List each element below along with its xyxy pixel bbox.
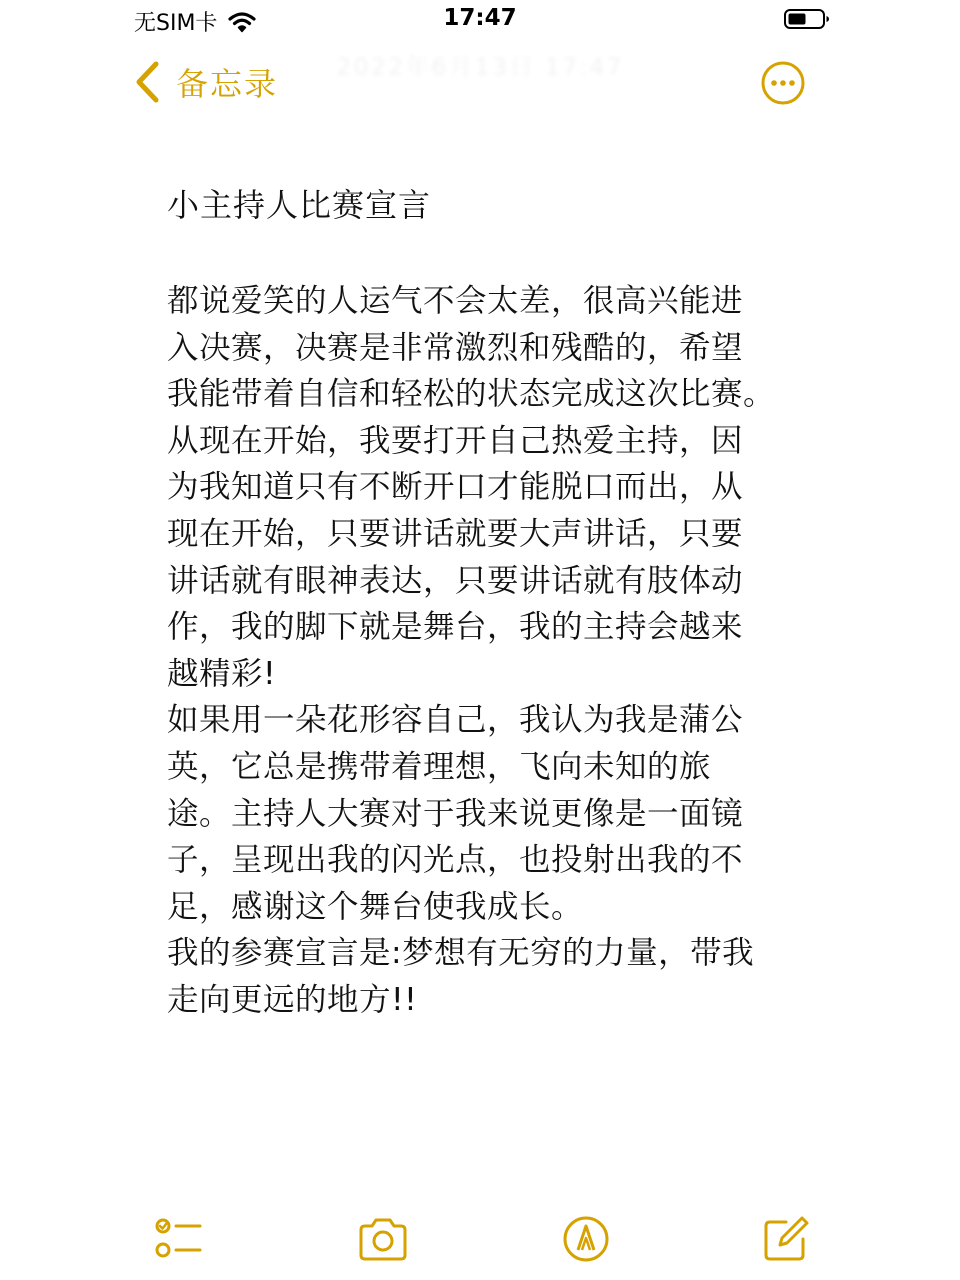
back-button[interactable] xyxy=(132,55,278,109)
note-line[interactable]: 足，感谢这个舞台使我成长。 xyxy=(167,888,584,925)
compose-icon xyxy=(760,1213,812,1265)
battery-icon xyxy=(784,9,830,29)
markup-pen-icon xyxy=(560,1213,612,1265)
note-line[interactable]: 走向更远的地方!! xyxy=(167,981,418,1018)
compose-button[interactable] xyxy=(760,1213,812,1265)
note-title[interactable]: 小主持人比赛宣言 xyxy=(167,186,432,224)
note-line[interactable]: 英，它总是携带着理想，飞向未知的旅 xyxy=(167,748,712,785)
bottom-toolbar xyxy=(0,1205,960,1275)
more-button[interactable] xyxy=(760,60,806,106)
more-icon xyxy=(760,60,806,106)
checklist-button[interactable] xyxy=(152,1213,204,1265)
camera-icon xyxy=(357,1213,409,1265)
checklist-icon xyxy=(152,1213,204,1265)
nav-bar xyxy=(0,45,960,120)
blank-line xyxy=(167,230,807,278)
note-line[interactable]: 途。主持人大赛对于我来说更像是一面镜 xyxy=(167,795,744,832)
note-line[interactable]: 越精彩! xyxy=(167,655,277,692)
camera-button[interactable] xyxy=(357,1213,409,1265)
note-line[interactable]: 都说爱笑的人运气不会太差，很高兴能进 xyxy=(167,283,744,319)
chevron-left-icon xyxy=(132,59,162,105)
note-line[interactable]: 现在开始，只要讲话就要大声讲话，只要 xyxy=(167,515,744,552)
markup-button[interactable] xyxy=(560,1213,612,1265)
note-line[interactable]: 我的参赛宣言是:梦想有无穷的力量，带我 xyxy=(167,935,755,972)
note-line[interactable]: 如果用一朵花形容自己，我认为我是蒲公 xyxy=(167,702,744,739)
status-bar xyxy=(0,0,960,40)
note-line[interactable]: 讲话就有眼神表达，只要讲话就有肢体动 xyxy=(167,562,744,599)
note-line[interactable]: 作，我的脚下就是舞台，我的主持会越来 xyxy=(167,609,744,646)
status-time: 17:47 xyxy=(443,5,517,31)
note-line[interactable]: 从现在开始，我要打开自己热爱主持，因 xyxy=(167,422,744,459)
carrier-label: 无SIM卡 xyxy=(134,11,218,36)
note-line[interactable]: 我能带着自信和轻松的状态完成这次比赛。 xyxy=(167,376,776,413)
note-line[interactable]: 为我知道只有不断开口才能脱口而出，从 xyxy=(167,469,744,506)
note-line[interactable]: 子，呈现出我的闪光点，也投射出我的不 xyxy=(167,842,744,879)
note-body[interactable] xyxy=(167,180,807,1024)
back-label: 备忘录 xyxy=(176,65,279,103)
note-date: 2022年6月13日 17:47 xyxy=(336,53,624,81)
note-line[interactable]: 入决赛，决赛是非常激烈和残酷的，希望 xyxy=(167,329,744,366)
